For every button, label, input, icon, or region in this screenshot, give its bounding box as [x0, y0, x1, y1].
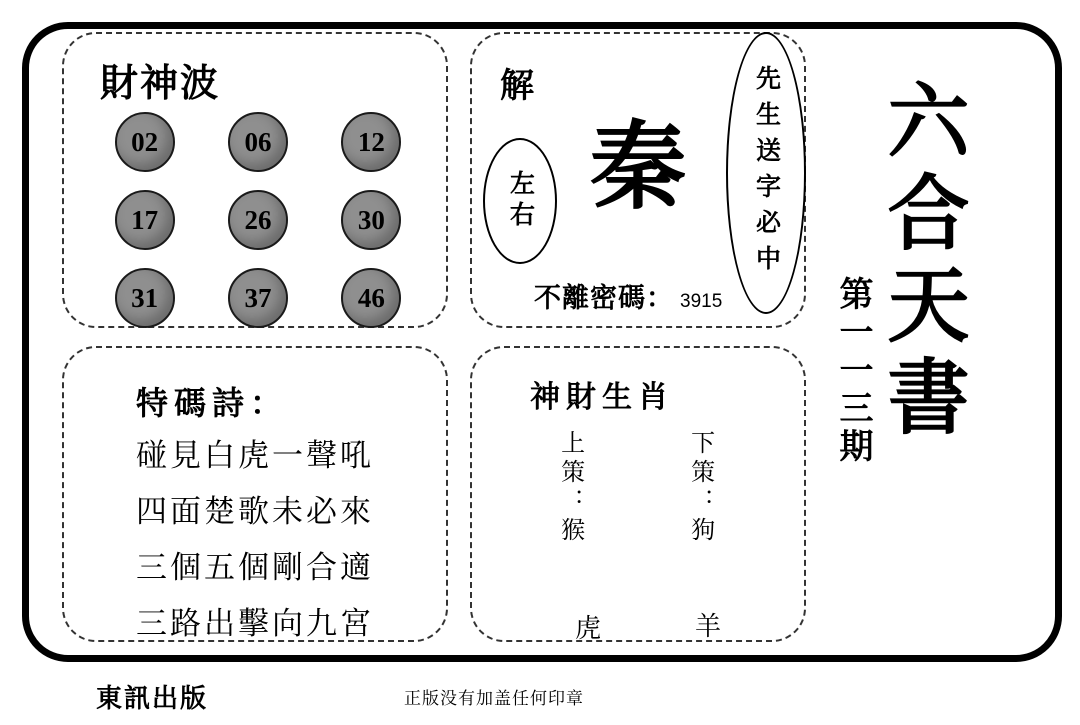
secret-code-value: 3915	[680, 291, 723, 312]
teacher-note-ellipse	[726, 32, 806, 314]
shangce-text: 上策：猴	[556, 430, 584, 546]
poem-line: 三個五個剛合適	[136, 550, 374, 585]
jie-label: 解	[500, 67, 534, 105]
caishenbo-title: 財神波	[100, 63, 221, 105]
number-ball[interactable]: 26	[228, 190, 288, 250]
shangce-column	[540, 430, 600, 551]
issue-number: 第一一三期	[834, 276, 872, 466]
extra-animal: 虎	[575, 613, 602, 643]
footer-note: 正版没有加盖任何印章	[404, 689, 584, 708]
number-ball[interactable]: 06	[228, 112, 288, 172]
teacher-note-text: 先生送字必中	[752, 65, 781, 281]
left-right-text: 左右	[506, 170, 535, 232]
page-title: 六合天書	[876, 78, 967, 446]
left-right-ellipse	[483, 138, 557, 264]
caishenbo-number-grid	[88, 112, 428, 328]
featured-character: 秦	[590, 114, 686, 221]
secret-code-label: 不離密碼：	[534, 283, 674, 313]
number-ball[interactable]: 46	[341, 268, 401, 328]
number-ball[interactable]: 30	[341, 190, 401, 250]
number-ball[interactable]: 17	[115, 190, 175, 250]
secret-code-row	[534, 276, 722, 315]
poem-line: 碰見白虎一聲吼	[136, 438, 374, 473]
temashi-title: 特碼詩：	[136, 385, 289, 421]
number-ball[interactable]: 37	[228, 268, 288, 328]
xiace-text: 下策：狗	[686, 430, 714, 546]
extra-animal: 羊	[695, 611, 722, 641]
poem-line: 四面楚歌未必來	[136, 494, 374, 529]
shengxiao-title: 神財生肖	[530, 381, 674, 414]
number-ball[interactable]: 31	[115, 268, 175, 328]
poem-line: 三路出擊向九宮	[136, 606, 374, 641]
number-ball[interactable]: 02	[115, 112, 175, 172]
temashi-poem	[62, 430, 448, 654]
xiace-column	[670, 430, 730, 551]
number-ball[interactable]: 12	[341, 112, 401, 172]
publisher-name: 東訊出版	[96, 683, 209, 713]
